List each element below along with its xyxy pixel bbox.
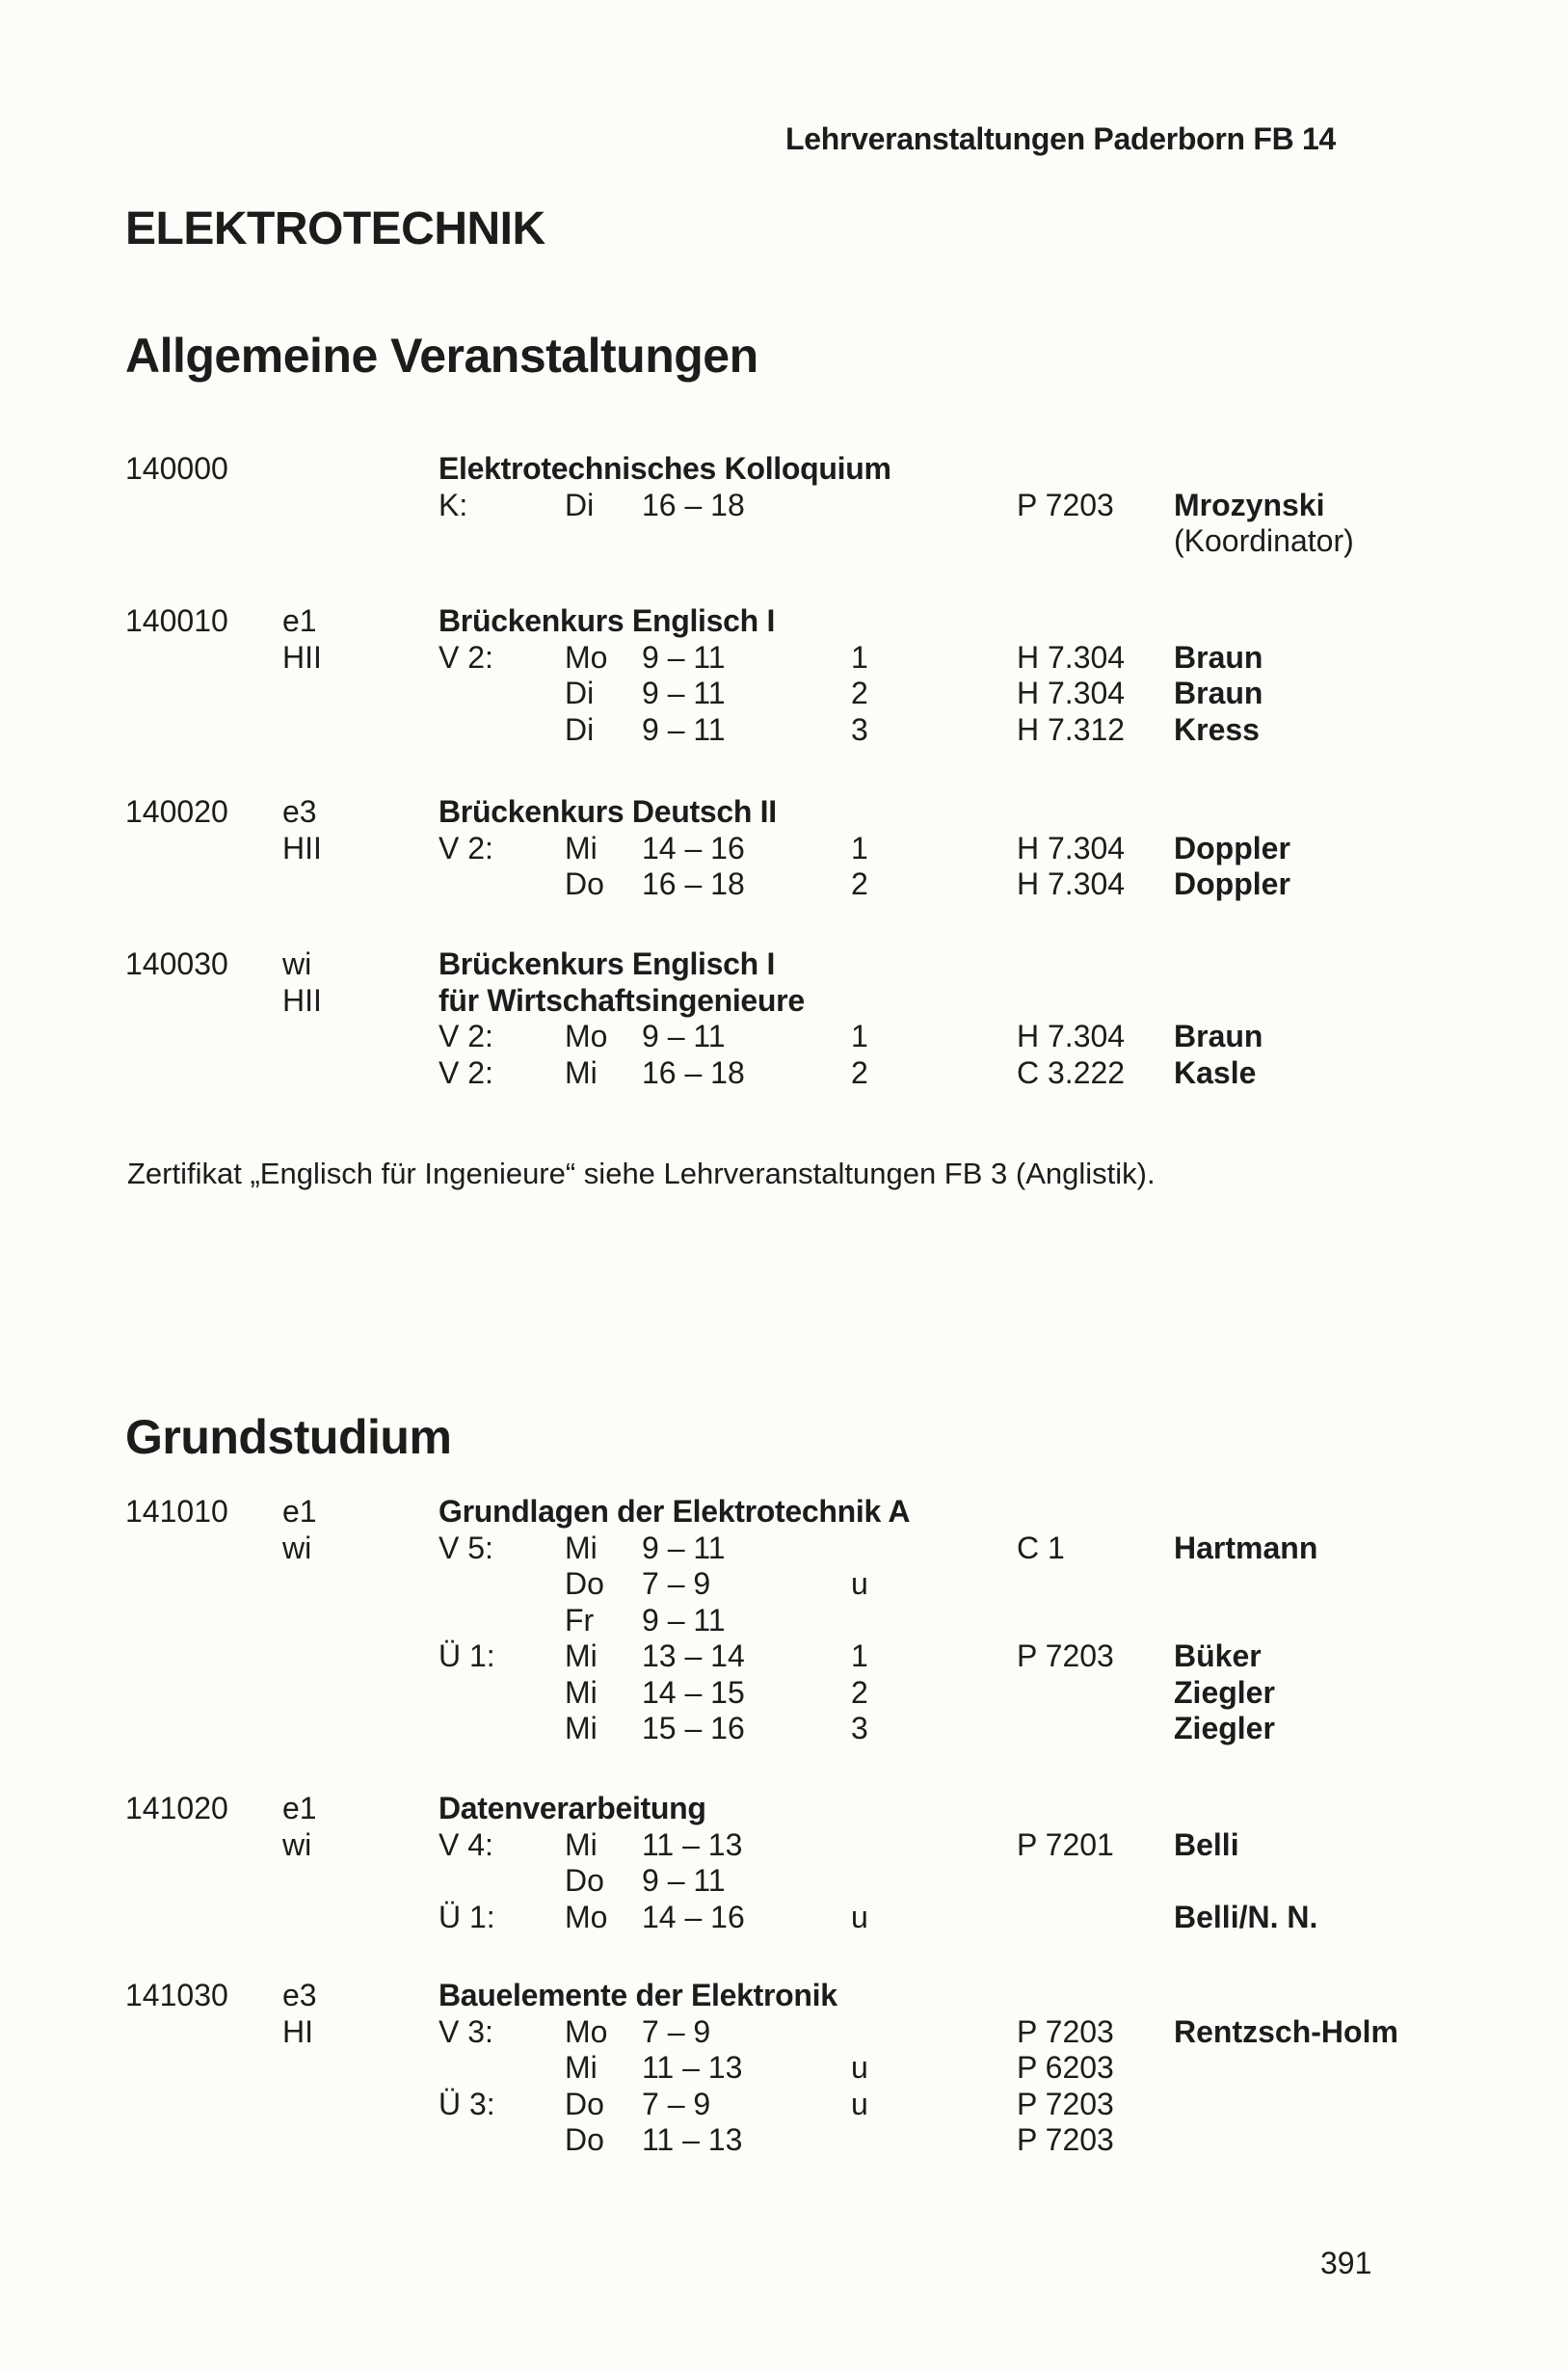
course-lecturer: Hartmann	[1174, 1530, 1318, 1565]
section-title-allgemeine: Allgemeine Veranstaltungen	[125, 329, 758, 383]
course-title: Bauelemente der Elektronik	[439, 1978, 837, 2012]
course-time: 9 – 11	[642, 1602, 726, 1638]
course-room: H 7.304	[1017, 676, 1126, 710]
schedule-row	[0, 2122, 1568, 2159]
course-type: Ü 1:	[439, 1899, 495, 1934]
course-day: Do	[565, 1863, 604, 1898]
schedule-row	[0, 1863, 1568, 1900]
schedule-row	[0, 1900, 1568, 1936]
course-title-line	[0, 1978, 1568, 2014]
schedule-row	[0, 866, 1568, 903]
course-day: Fr	[565, 1602, 595, 1638]
course-group: 3	[851, 1711, 868, 1745]
course-lecturer: Büker	[1174, 1638, 1262, 1673]
course-room: H 7.304	[1017, 639, 1126, 675]
course-day: Mi	[565, 1638, 598, 1673]
schedule-row	[0, 2014, 1568, 2051]
course-140020	[0, 794, 1568, 903]
course-code: e3	[282, 1978, 317, 2012]
course-day: Mi	[565, 1530, 598, 1565]
course-day: Mo	[565, 2013, 608, 2049]
course-code: e3	[282, 794, 317, 829]
course-room: P 7203	[1017, 1638, 1114, 1673]
course-number: 140030	[125, 946, 228, 981]
schedule-row	[0, 1638, 1568, 1675]
course-time: 7 – 9	[642, 2013, 711, 2049]
course-room: H 7.312	[1017, 711, 1126, 747]
course-group: 1	[851, 1019, 868, 1053]
course-group: 3	[851, 711, 868, 747]
course-lecturer: Mrozynski	[1174, 487, 1325, 522]
schedule-row	[0, 640, 1568, 677]
course-day: Mi	[565, 1674, 598, 1710]
course-time: 7 – 9	[642, 2086, 711, 2121]
course-code: e1	[282, 1494, 317, 1529]
course-code: HII	[282, 830, 322, 865]
course-group: u	[851, 1899, 868, 1934]
course-number: 140000	[125, 451, 228, 486]
course-number: 140020	[125, 794, 228, 829]
course-time: 9 – 11	[642, 711, 726, 747]
schedule-row	[0, 2050, 1568, 2087]
course-day: Di	[565, 487, 595, 522]
course-day: Mi	[565, 1054, 598, 1090]
course-type: V 2:	[439, 639, 493, 675]
course-type: V 4:	[439, 1826, 493, 1862]
course-time: 9 – 11	[642, 639, 726, 675]
course-type: V 2:	[439, 1054, 493, 1090]
course-title: Elektrotechnisches Kolloquium	[439, 451, 891, 486]
course-title-line	[0, 603, 1568, 640]
course-room: H 7.304	[1017, 830, 1126, 865]
course-time: 11 – 13	[642, 2122, 743, 2157]
course-type: V 2:	[439, 1019, 493, 1053]
course-lecturer: Braun	[1174, 639, 1263, 675]
schedule-row	[0, 1566, 1568, 1603]
schedule-row	[0, 1675, 1568, 1712]
course-number: 141010	[125, 1494, 228, 1529]
course-room: H 7.304	[1017, 866, 1126, 901]
course-day: Mi	[565, 1711, 598, 1745]
course-code: e1	[282, 1791, 317, 1825]
course-title-line	[0, 946, 1568, 983]
course-day: Mo	[565, 1019, 608, 1053]
running-head: Lehrveranstaltungen Paderborn FB 14	[785, 121, 1336, 156]
main-title: ELEKTROTECHNIK	[125, 203, 545, 254]
course-room: H 7.304	[1017, 1019, 1126, 1053]
course-lecturer: Braun	[1174, 1019, 1263, 1053]
course-group: u	[851, 2050, 868, 2085]
course-time: 9 – 11	[642, 1530, 726, 1565]
lecturer-note: (Koordinator)	[1174, 523, 1354, 558]
course-code: e1	[282, 603, 317, 638]
course-room: P 7201	[1017, 1826, 1114, 1862]
course-number: 141030	[125, 1978, 228, 2012]
course-time: 9 – 11	[642, 1863, 726, 1898]
course-title-line	[0, 1791, 1568, 1827]
course-day: Di	[565, 676, 595, 710]
course-group: 1	[851, 1638, 868, 1673]
course-group: 1	[851, 830, 868, 865]
course-code: wi	[282, 1530, 312, 1565]
course-room: P 7203	[1017, 2013, 1114, 2049]
section-title-grundstudium: Grundstudium	[125, 1410, 452, 1464]
course-type: V 2:	[439, 830, 493, 865]
course-lecturer: Ziegler	[1174, 1711, 1275, 1745]
course-day: Mi	[565, 1826, 598, 1862]
course-lecturer: Doppler	[1174, 830, 1290, 865]
course-number: 141020	[125, 1791, 228, 1825]
course-140010	[0, 603, 1568, 748]
course-time: 9 – 11	[642, 676, 726, 710]
course-group: 2	[851, 1054, 868, 1090]
course-code: HII	[282, 982, 322, 1018]
course-room: P 7203	[1017, 2122, 1114, 2157]
course-140030	[0, 946, 1568, 1091]
course-141010	[0, 1494, 1568, 1747]
course-group: 2	[851, 1674, 868, 1710]
course-day: Do	[565, 2122, 604, 2157]
course-type: Ü 3:	[439, 2086, 495, 2121]
schedule-row	[0, 2087, 1568, 2123]
course-group: 1	[851, 639, 868, 675]
course-room: P 6203	[1017, 2050, 1114, 2085]
course-time: 9 – 11	[642, 1019, 726, 1053]
course-day: Mi	[565, 830, 598, 865]
course-group: u	[851, 1566, 868, 1601]
course-code: HII	[282, 639, 322, 675]
course-lecturer: Rentzsch-Holm	[1174, 2013, 1398, 2049]
course-time: 16 – 18	[642, 866, 745, 901]
course-time: 15 – 16	[642, 1711, 745, 1745]
course-code: HI	[282, 2013, 313, 2049]
course-group: 2	[851, 866, 868, 901]
course-title: Brückenkurs Englisch I	[439, 603, 776, 638]
schedule-row	[0, 488, 1568, 524]
course-code: wi	[282, 946, 312, 981]
course-room: P 7203	[1017, 2086, 1114, 2121]
course-group: u	[851, 2086, 868, 2121]
schedule-row	[0, 1019, 1568, 1055]
course-code: wi	[282, 1826, 312, 1862]
course-time: 14 – 16	[642, 1899, 745, 1934]
schedule-row	[0, 1711, 1568, 1747]
schedule-row	[0, 712, 1568, 749]
course-140000	[0, 451, 1568, 560]
course-time: 13 – 14	[642, 1638, 745, 1673]
schedule-row	[0, 523, 1568, 560]
course-title: Grundlagen der Elektrotechnik A	[439, 1494, 911, 1529]
course-title-line	[0, 1494, 1568, 1531]
schedule-row	[0, 676, 1568, 712]
course-lecturer: Belli	[1174, 1826, 1239, 1862]
course-141020	[0, 1791, 1568, 1935]
course-day: Do	[565, 2086, 604, 2121]
course-lecturer: Doppler	[1174, 866, 1290, 901]
schedule-row	[0, 1531, 1568, 1567]
course-title-line	[0, 794, 1568, 831]
schedule-row	[0, 831, 1568, 867]
course-room: C 3.222	[1017, 1054, 1126, 1090]
course-day: Do	[565, 866, 604, 901]
page-number: 391	[1320, 2246, 1372, 2280]
course-group: 2	[851, 676, 868, 710]
certificate-note: Zertifikat „Englisch für Ingenieure“ siehe Lehrveranstaltungen FB 3 (Anglistik).	[127, 1157, 1156, 1190]
course-day: Mo	[565, 1899, 608, 1934]
course-lecturer: Belli/N. N.	[1174, 1899, 1318, 1934]
course-time: 7 – 9	[642, 1566, 711, 1601]
course-lecturer: Ziegler	[1174, 1674, 1275, 1710]
course-day: Mo	[565, 639, 608, 675]
course-room: P 7203	[1017, 487, 1114, 522]
course-type: V 5:	[439, 1530, 493, 1565]
course-day: Do	[565, 1566, 604, 1601]
course-number: 140010	[125, 603, 228, 638]
course-title: Datenverarbeitung	[439, 1791, 706, 1825]
course-type: Ü 1:	[439, 1638, 495, 1673]
course-lecturer: Braun	[1174, 676, 1263, 710]
course-title: Brückenkurs Deutsch II	[439, 794, 777, 829]
course-type: K:	[439, 487, 468, 522]
course-time: 14 – 16	[642, 830, 745, 865]
course-time: 16 – 18	[642, 1054, 745, 1090]
course-title: für Wirtschaftsingenieure	[439, 982, 805, 1018]
course-room: C 1	[1017, 1530, 1065, 1565]
course-title-line	[0, 983, 1568, 1020]
course-type: V 3:	[439, 2013, 493, 2049]
course-title-line	[0, 451, 1568, 488]
course-141030	[0, 1978, 1568, 2159]
course-time: 14 – 15	[642, 1674, 745, 1710]
schedule-row	[0, 1827, 1568, 1864]
course-title: Brückenkurs Englisch I	[439, 946, 776, 981]
course-time: 11 – 13	[642, 1826, 743, 1862]
schedule-row	[0, 1603, 1568, 1639]
course-time: 11 – 13	[642, 2050, 743, 2085]
course-time: 16 – 18	[642, 487, 745, 522]
course-day: Mi	[565, 2050, 598, 2085]
course-day: Di	[565, 711, 595, 747]
course-lecturer: Kasle	[1174, 1054, 1257, 1090]
course-lecturer: Kress	[1174, 711, 1260, 747]
schedule-row	[0, 1055, 1568, 1092]
